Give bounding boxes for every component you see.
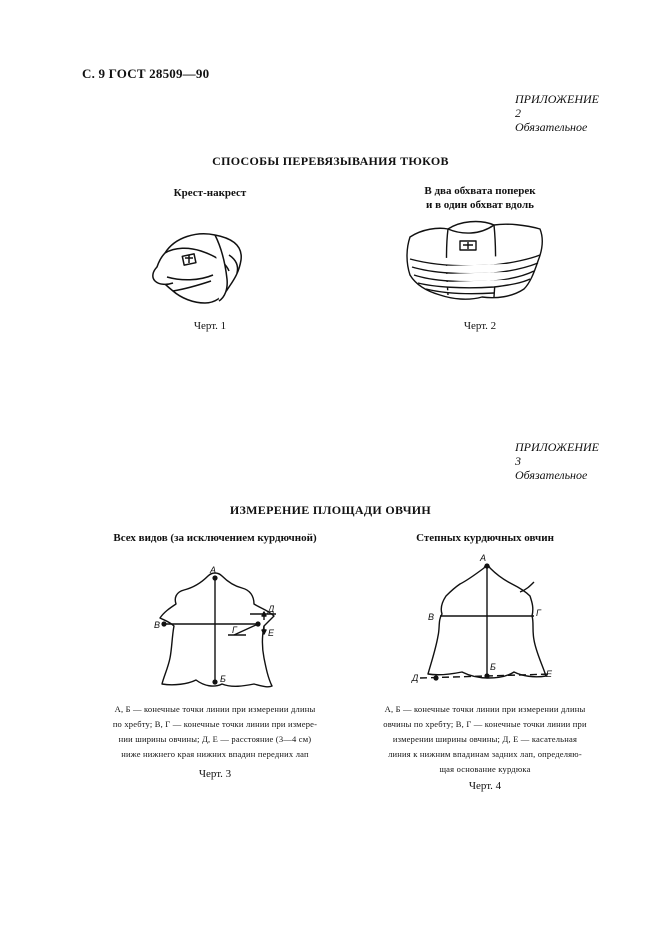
section-1-title: СПОСОБЫ ПЕРЕВЯЗЫВАНИЯ ТЮКОВ xyxy=(212,154,449,168)
fig-3-caption: Черт. 3 xyxy=(198,768,232,780)
fig-4-caption: Черт. 4 xyxy=(468,780,502,792)
fig-2-subtitle-line-1: В два обхвата поперек xyxy=(424,185,536,197)
fig-1-caption: Черт. 1 xyxy=(193,320,227,332)
fig-4-subtitle: Степных курдючных овчин xyxy=(416,532,554,544)
fig-4-label-a: А xyxy=(480,553,487,563)
fig-3-note-line: А, Б — конечные точки линии при измерении длины xyxy=(114,704,316,714)
fig-2-bale-wrap-tie xyxy=(402,215,547,305)
fig-2-subtitle xyxy=(370,184,590,212)
fig-3-note xyxy=(90,702,340,762)
appendix-2-label: ПРИЛОЖЕНИЕ 2 xyxy=(515,92,599,120)
fig-3-label-v: В xyxy=(154,620,161,630)
section-2-title: ИЗМЕРЕНИЕ ПЛОЩАДИ ОВЧИН xyxy=(229,503,432,517)
fig-3-point-a xyxy=(212,575,217,580)
fig-3-note-line: ниже нижнего края нижних впадин передних лап xyxy=(121,749,309,759)
fig-1-subtitle: Крест-накрест xyxy=(173,187,247,199)
fig-3-label-g: Г xyxy=(232,625,237,635)
fig-4-note-line: измерении ширины овчины; Д, Е — касательная xyxy=(392,734,578,744)
fig-3-label-a: А xyxy=(210,565,217,575)
fig-4-point-d xyxy=(433,675,438,680)
fig-3-label-b: Б xyxy=(220,674,226,684)
fig-3-note-line: по хребту; В, Г — конечные точки линии при измере- xyxy=(112,719,318,729)
fig-4-note xyxy=(360,702,610,777)
fig-3-note-line: нии ширины овчины; Д, Е — расстояние (3—4 см) xyxy=(118,734,312,744)
appendix-2-block xyxy=(515,92,605,134)
fig-4-point-a xyxy=(484,563,489,568)
fig-3-label-d: Д xyxy=(268,604,275,614)
appendix-2-status: Обязательное xyxy=(515,120,588,134)
fig-3-point-b xyxy=(212,679,217,684)
fig-2-subtitle-line-2: и в один обхват вдоль xyxy=(426,199,534,211)
fig-4-note-line: А, Б — конечные точки линии при измерении длины xyxy=(384,704,586,714)
fig-4-label-e: Е xyxy=(546,669,553,679)
fig-4-label-v: В xyxy=(428,612,435,622)
fig-4-note-line: щая основание курдюка xyxy=(439,764,531,774)
fig-4-fat-tail-sheepskin-diagram xyxy=(410,550,560,695)
fig-3-point-v xyxy=(161,621,166,626)
document-header: С. 9 ГОСТ 28509—90 xyxy=(82,66,210,81)
appendix-3-status: Обязательное xyxy=(515,468,588,482)
fig-3-subtitle: Всех видов (за исключением курдючной) xyxy=(113,532,317,544)
fig-3-point-g xyxy=(255,621,260,626)
fig-4-note-line: овчины по хребту; В, Г — конечные точки линии при xyxy=(383,719,587,729)
fig-3-sheepskin-diagram xyxy=(150,560,290,695)
fig-2-caption: Черт. 2 xyxy=(463,320,497,332)
fig-4-label-d: Д xyxy=(412,673,419,683)
fig-3-sheepskin-outline xyxy=(160,573,274,687)
fig-4-label-g: Г xyxy=(536,608,541,618)
appendix-3-label: ПРИЛОЖЕНИЕ 3 xyxy=(515,440,599,468)
fig-4-point-b xyxy=(484,673,489,678)
appendix-3-block xyxy=(515,440,605,482)
fig-4-label-b: Б xyxy=(490,662,496,672)
fig-4-note-line: линия к нижним впадинам задних лап, определяю- xyxy=(388,749,582,759)
fig-3-label-e: Е xyxy=(268,628,275,638)
fig-1-bale-cross-tie xyxy=(145,225,250,310)
fig-3-g-pointer xyxy=(234,624,258,635)
